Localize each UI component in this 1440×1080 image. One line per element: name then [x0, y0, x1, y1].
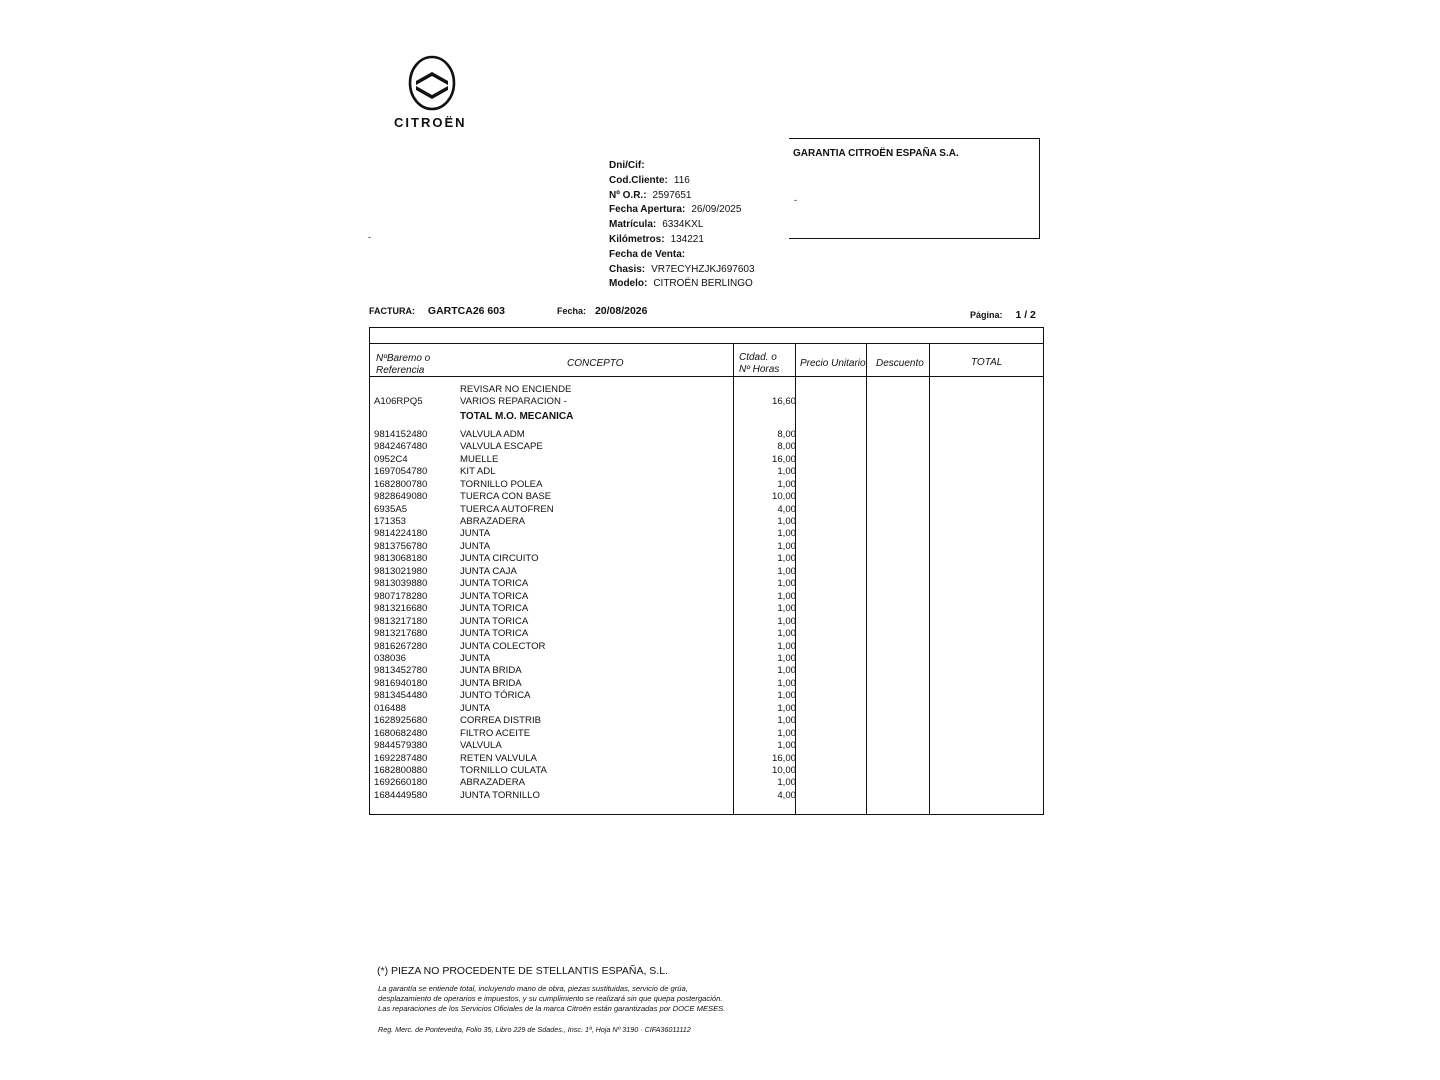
row-reference: 9813454480	[374, 690, 428, 702]
header-qty: Ctdad. o Nº Horas	[739, 352, 780, 375]
scan-mark: -	[368, 232, 371, 242]
row-reference: 9828649080	[374, 491, 428, 503]
row-reference: 1684449580	[374, 789, 428, 801]
table-row	[370, 616, 1043, 628]
table-top-band	[370, 328, 1043, 344]
info-dni: Dni/Cif:	[609, 160, 645, 171]
info-fecha-apertura: Fecha Apertura: 26/09/2025	[609, 204, 742, 216]
table-row	[370, 553, 1043, 565]
table-row	[370, 690, 1043, 702]
row-quantity: 1,00	[777, 516, 796, 527]
table-row	[370, 591, 1043, 603]
row-quantity: 1,00	[777, 715, 796, 727]
row-reference: 038036	[374, 652, 407, 664]
table-row	[370, 603, 1043, 615]
row-concept: TUERCA CON BASE	[460, 491, 552, 503]
row-concept: JUNTA TORICA	[460, 578, 529, 590]
row-quantity: 4,00	[777, 503, 796, 515]
row-concept: JUNTO TÓRICA	[460, 690, 531, 702]
table-row	[370, 703, 1043, 715]
row-quantity: 4,00	[777, 789, 796, 801]
row-quantity: 16,60	[771, 396, 796, 408]
row-reference: 9813756780	[374, 540, 428, 552]
page-indicator: Página: 1 / 2	[970, 309, 1036, 321]
table-row	[370, 441, 1043, 453]
row-quantity: 1,00	[777, 740, 796, 752]
row-concept: JUNTA	[460, 528, 491, 540]
row-reference: 9813217680	[374, 628, 428, 640]
registry-text: Reg. Merc. de Pontevedra, Folio 35, Libro 229 de Sdades., Insc. 1ª, Hoja Nº 3190 · CIFA36011112	[378, 1025, 691, 1034]
row-concept: JUNTA TORNILLO	[460, 789, 540, 801]
table-row	[370, 765, 1043, 777]
row-quantity: 1,00	[777, 690, 796, 702]
row-reference: 9816267280	[374, 640, 428, 652]
row-concept: JUNTA TORICA	[460, 628, 529, 640]
row-quantity: 1,00	[777, 677, 796, 689]
row-reference: 9814152480	[374, 428, 428, 440]
row-quantity: 1,00	[777, 640, 796, 652]
row-quantity: 16,00	[771, 453, 796, 465]
footer-note: (*) PIEZA NO PROCEDENTE DE STELLANTIS ESPAÑA, S.L.	[377, 965, 668, 977]
header-precio: Precio Unitario	[800, 358, 866, 369]
row-concept: JUNTA CAJA	[460, 565, 517, 577]
row-quantity: 8,00	[777, 428, 796, 440]
header-ref: NºBaremo o Referencia	[376, 353, 431, 376]
row-quantity: 1,00	[777, 702, 796, 714]
row-reference: 9813039880	[374, 578, 428, 590]
header-total: TOTAL	[971, 357, 1003, 368]
table-row	[370, 566, 1043, 578]
row-reference: 1682800780	[374, 478, 428, 490]
row-concept: CORREA DISTRIB	[460, 715, 542, 727]
row-concept: RETEN VALVULA	[460, 752, 537, 764]
table-row	[370, 516, 1043, 528]
row-reference: 171353	[374, 516, 407, 527]
info-kilometros: Kilómetros: 134221	[609, 233, 704, 245]
table-row	[370, 528, 1043, 540]
table-row	[370, 541, 1043, 553]
vehicle-info	[609, 159, 755, 292]
row-quantity: 1,00	[777, 777, 796, 789]
row-quantity: 10,00	[771, 491, 796, 503]
row-concept: JUNTA TORICA	[460, 615, 529, 627]
row-concept: VARIOS REPARACION -	[460, 396, 567, 408]
row-concept: TOTAL M.O. MECANICA	[460, 411, 574, 423]
table-row	[370, 396, 1043, 408]
row-reference: 0952C4	[374, 453, 408, 465]
table-row	[370, 411, 1043, 423]
table-row	[370, 653, 1043, 665]
row-reference: 6935A5	[374, 503, 408, 515]
row-concept: VALVULA ESCAPE	[460, 441, 543, 453]
row-quantity: 1,00	[777, 590, 796, 602]
table-row	[370, 678, 1043, 690]
row-quantity: 1,00	[777, 565, 796, 577]
row-reference: 016488	[374, 702, 407, 714]
table-row	[370, 777, 1043, 789]
row-quantity: 1,00	[777, 553, 796, 565]
row-quantity: 1,00	[777, 603, 796, 615]
row-quantity: 1,00	[777, 578, 796, 590]
row-quantity: 10,00	[771, 765, 796, 776]
table-row	[370, 504, 1043, 516]
row-quantity: 1,00	[777, 665, 796, 677]
table-row	[370, 628, 1043, 640]
row-concept: TORNILLO CULATA	[460, 765, 547, 776]
table-row	[370, 715, 1043, 727]
info-chasis: Chasis: VR7ECYHZJKJ697603	[609, 263, 755, 275]
row-concept: JUNTA TORICA	[460, 590, 529, 602]
row-quantity: 1,00	[777, 615, 796, 627]
row-reference: 9842467480	[374, 441, 428, 453]
row-reference: 1692660180	[374, 777, 428, 789]
row-quantity: 1,00	[777, 478, 796, 490]
table-header-rule	[370, 376, 1043, 377]
row-reference: 9844579380	[374, 740, 428, 752]
row-concept: JUNTA	[460, 540, 491, 552]
double-chevron-icon	[407, 55, 457, 111]
info-fecha-venta: Fecha de Venta:	[609, 248, 686, 260]
brand-wordmark: CITROËN	[394, 115, 467, 130]
table-row	[370, 384, 1043, 396]
row-concept: TORNILLO POLEA	[460, 478, 543, 490]
row-concept: JUNTA BRIDA	[460, 677, 522, 689]
table-row	[370, 665, 1043, 677]
row-concept: TUERCA AUTOFREN	[460, 503, 554, 515]
row-quantity: 1,00	[777, 628, 796, 640]
row-quantity: 1,00	[777, 540, 796, 552]
info-or-number: Nº O.R.: 2597651	[609, 189, 692, 201]
row-concept: JUNTA TORICA	[460, 603, 529, 615]
row-reference: 9813217180	[374, 615, 428, 627]
row-concept: KIT ADL	[460, 466, 496, 478]
invoice-number: FACTURA: GARTCA26 603	[369, 305, 505, 317]
info-matricula: Matrícula: 6334KXL	[609, 219, 704, 231]
info-modelo: Modelo: CITROËN BERLINGO	[609, 278, 753, 290]
table-row	[370, 429, 1043, 441]
row-concept: ABRAZADERA	[460, 777, 526, 789]
row-reference: 1692287480	[374, 752, 428, 764]
citroen-logo	[395, 55, 475, 111]
row-reference: 1628925680	[374, 715, 428, 727]
table-row	[370, 479, 1043, 491]
table-row	[370, 466, 1043, 478]
header-concepto: CONCEPTO	[567, 358, 624, 369]
table-row	[370, 753, 1043, 765]
customer-name: GARANTIA CITROËN ESPAÑA S.A.	[793, 148, 959, 159]
row-concept: JUNTA CIRCUITO	[460, 553, 539, 565]
row-reference: 1682800880	[374, 765, 428, 776]
row-quantity: 1,00	[777, 727, 796, 739]
row-concept: ABRAZADERA	[460, 516, 526, 527]
row-reference: 9807178280	[374, 590, 428, 602]
row-reference: A106RPQ5	[374, 396, 423, 408]
row-reference: 9813068180	[374, 553, 428, 565]
row-quantity: 1,00	[777, 466, 796, 478]
row-reference: 9813452780	[374, 665, 428, 677]
row-concept: JUNTA	[460, 652, 491, 664]
row-concept: MUELLE	[460, 453, 499, 465]
row-quantity: 1,00	[777, 528, 796, 540]
row-quantity: 1,00	[777, 652, 796, 664]
header-descuento: Descuento	[876, 358, 924, 369]
info-cod-cliente: Cod.Cliente: 116	[609, 174, 690, 186]
row-reference: 1680682480	[374, 727, 428, 739]
row-reference: 9813021980	[374, 565, 428, 577]
row-reference: 9816940180	[374, 677, 428, 689]
row-concept: VALVULA ADM	[460, 428, 525, 440]
row-quantity: 8,00	[777, 441, 796, 453]
row-reference: 9813216680	[374, 603, 428, 615]
legal-text: La garantía se entiende total, incluyendo mano de obra, piezas sustituidas, servicio de grúa, desplazamiento de operarios e impuestos, y su cumplimiento se realizará sin que quepa postergación. Las reparaciones de los Servicios Oficiales de la marca Citroën están garantizadas por DOCE MESES.	[378, 984, 726, 1013]
row-reference: 1697054780	[374, 466, 428, 478]
table-row	[370, 790, 1043, 802]
table-row	[370, 728, 1043, 740]
table-row	[370, 641, 1043, 653]
row-reference: 9814224180	[374, 528, 428, 540]
row-concept: REVISAR NO ENCIENDE	[460, 384, 572, 395]
row-concept: JUNTA COLECTOR	[460, 640, 546, 652]
table-row	[370, 740, 1043, 752]
row-concept: JUNTA BRIDA	[460, 665, 522, 677]
row-concept: JUNTA	[460, 702, 491, 714]
table-row	[370, 578, 1043, 590]
table-row	[370, 491, 1043, 503]
invoice-date: Fecha: 20/08/2026	[557, 305, 648, 317]
scan-mark: -	[794, 195, 797, 205]
row-concept: VALVULA	[460, 740, 502, 752]
row-concept: FILTRO ACEITE	[460, 727, 531, 739]
invoice-table	[369, 327, 1044, 815]
table-row	[370, 454, 1043, 466]
row-quantity: 16,00	[771, 752, 796, 764]
